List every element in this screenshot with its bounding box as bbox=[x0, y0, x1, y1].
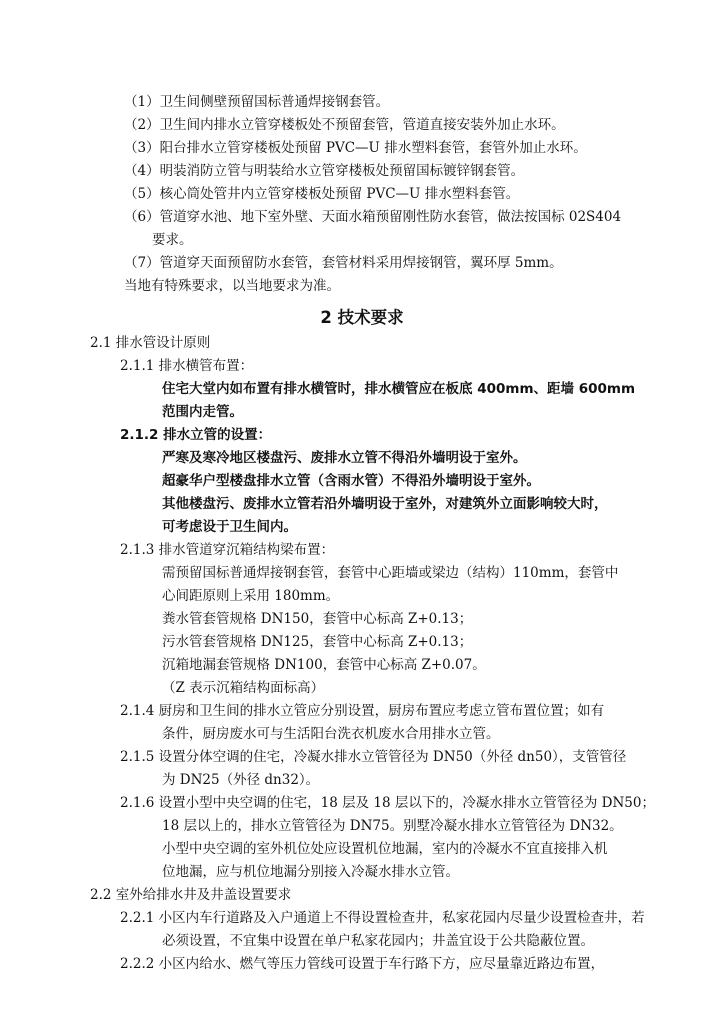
section-2-1-6: 小型中央空调的室外机位处应设置机位地漏，室内的冷凝水不宜直接排入机 bbox=[162, 841, 608, 857]
section-2-1-2-body: 其他楼盘污、废排水立管若沿外墙明设于室外，对建筑外立面影响较大时， bbox=[162, 496, 608, 512]
list-item: （3）阳台排水立管穿楼板处预留 PVC—U 排水塑料套管，套管外加止水环。 bbox=[124, 140, 587, 156]
section-2-1-2-body: 可考虑设于卫生间内。 bbox=[162, 519, 297, 535]
list-item-continuation: 要求。 bbox=[152, 232, 193, 248]
section-2-1-3-body: 沉箱地漏套管规格 DN100，套管中心标高 Z+0.07。 bbox=[162, 657, 486, 673]
section-2-1-3-body: 污水管套管规格 DN125，套管中心标高 Z+0.13； bbox=[162, 634, 473, 650]
section-2-1-3-title: 2.1.3 排水管道穿沉箱结构梁布置： bbox=[120, 542, 335, 558]
section-2-2-2: 2.2.2 小区内给水、燃气等压力管线可设置于车行路下方，应尽量靠近路边布置， bbox=[120, 956, 605, 972]
section-2-1-6: 18 层以上的，排水立管管径为 DN75。别墅冷凝水排水立管管径为 DN32。 bbox=[162, 818, 623, 834]
section-2-1-1-body: 范围内走管。 bbox=[162, 404, 243, 420]
section-2-1-2-title: 2.1.2 排水立管的设置： bbox=[120, 427, 272, 443]
section-2-1-2-body: 严寒及寒冷地区楼盘污、废排水立管不得沿外墙明设于室外。 bbox=[162, 450, 527, 466]
section-2-1-6: 位地漏，应与机位地漏分别接入冷凝水排水立管。 bbox=[162, 864, 459, 880]
section-2-1-5: 为 DN25（外径 dn32）。 bbox=[162, 772, 320, 788]
section-2-2-title: 2.2 室外给排水井及井盖设置要求 bbox=[90, 887, 292, 903]
list-item: （7）管道穿天面预留防水套管，套管材料采用焊接钢管，翼环厚 5mm。 bbox=[124, 255, 563, 271]
section-2-1-5: 2.1.5 设置分体空调的住宅，冷凝水排水立管管径为 DN50（外径 dn50），支管管径 bbox=[120, 749, 627, 765]
section-2-2-1: 2.2.1 小区内车行道路及入户通道上不得设置检查井，私家花园内尽量少设置检查井，若 bbox=[120, 910, 645, 926]
section-2-1-1-title: 2.1.1 排水横管布置： bbox=[120, 358, 254, 374]
section-2-1-title: 2.1 排水管设计原则 bbox=[90, 335, 211, 351]
section-2-1-1-body: 住宅大堂内如布置有排水横管时，排水横管应在板底 400mm、距墙 600mm bbox=[162, 381, 636, 397]
list-item: （6）管道穿水池、地下室外壁、天面水箱预留刚性防水套管，做法按国标 02S404 bbox=[124, 209, 622, 225]
section-2-1-3-body: （Z 表示沉箱结构面标高） bbox=[162, 680, 325, 696]
section-2-1-4: 条件，厨房废水可与生活阳台洗衣机废水合用排水立管。 bbox=[162, 726, 500, 742]
note-text: 当地有特殊要求，以当地要求为准。 bbox=[124, 278, 340, 294]
list-item: （1）卫生间侧壁预留国标普通焊接钢套管。 bbox=[124, 94, 390, 110]
section-2-1-6: 2.1.6 设置小型中央空调的住宅，18 层及 18 层以下的，冷凝水排水立管管径为 DN50； bbox=[120, 795, 655, 811]
list-item: （4）明装消防立管与明装给水立管穿楼板处预留国标镀锌钢套管。 bbox=[124, 163, 525, 179]
section-2-1-3-body: 心间距原则上采用 180mm。 bbox=[162, 588, 340, 604]
list-item: （5）核心筒处管井内立管穿楼板处预留 PVC—U 排水塑料套管。 bbox=[124, 186, 520, 202]
section-heading: 2 技术要求 bbox=[320, 308, 404, 327]
section-2-1-4: 2.1.4 厨房和卫生间的排水立管应分别设置，厨房布置应考虑立管布置位置；如有 bbox=[120, 703, 605, 719]
section-2-1-2-body: 超豪华户型楼盘排水立管（含雨水管）不得沿外墙明设于室外。 bbox=[162, 473, 540, 489]
section-2-2-1: 必须设置，不宜集中设置在单户私家花园内；井盖宜设于公共隐蔽位置。 bbox=[162, 933, 594, 949]
list-item: （2）卫生间内排水立管穿楼板处不预留套管，管道直接安装外加止水环。 bbox=[124, 117, 565, 133]
section-2-1-3-body: 需预留国标普通焊接钢套管，套管中心距墙或梁边（结构）110mm，套管中 bbox=[162, 565, 619, 581]
section-2-1-3-body: 粪水管套管规格 DN150，套管中心标高 Z+0.13； bbox=[162, 611, 473, 627]
